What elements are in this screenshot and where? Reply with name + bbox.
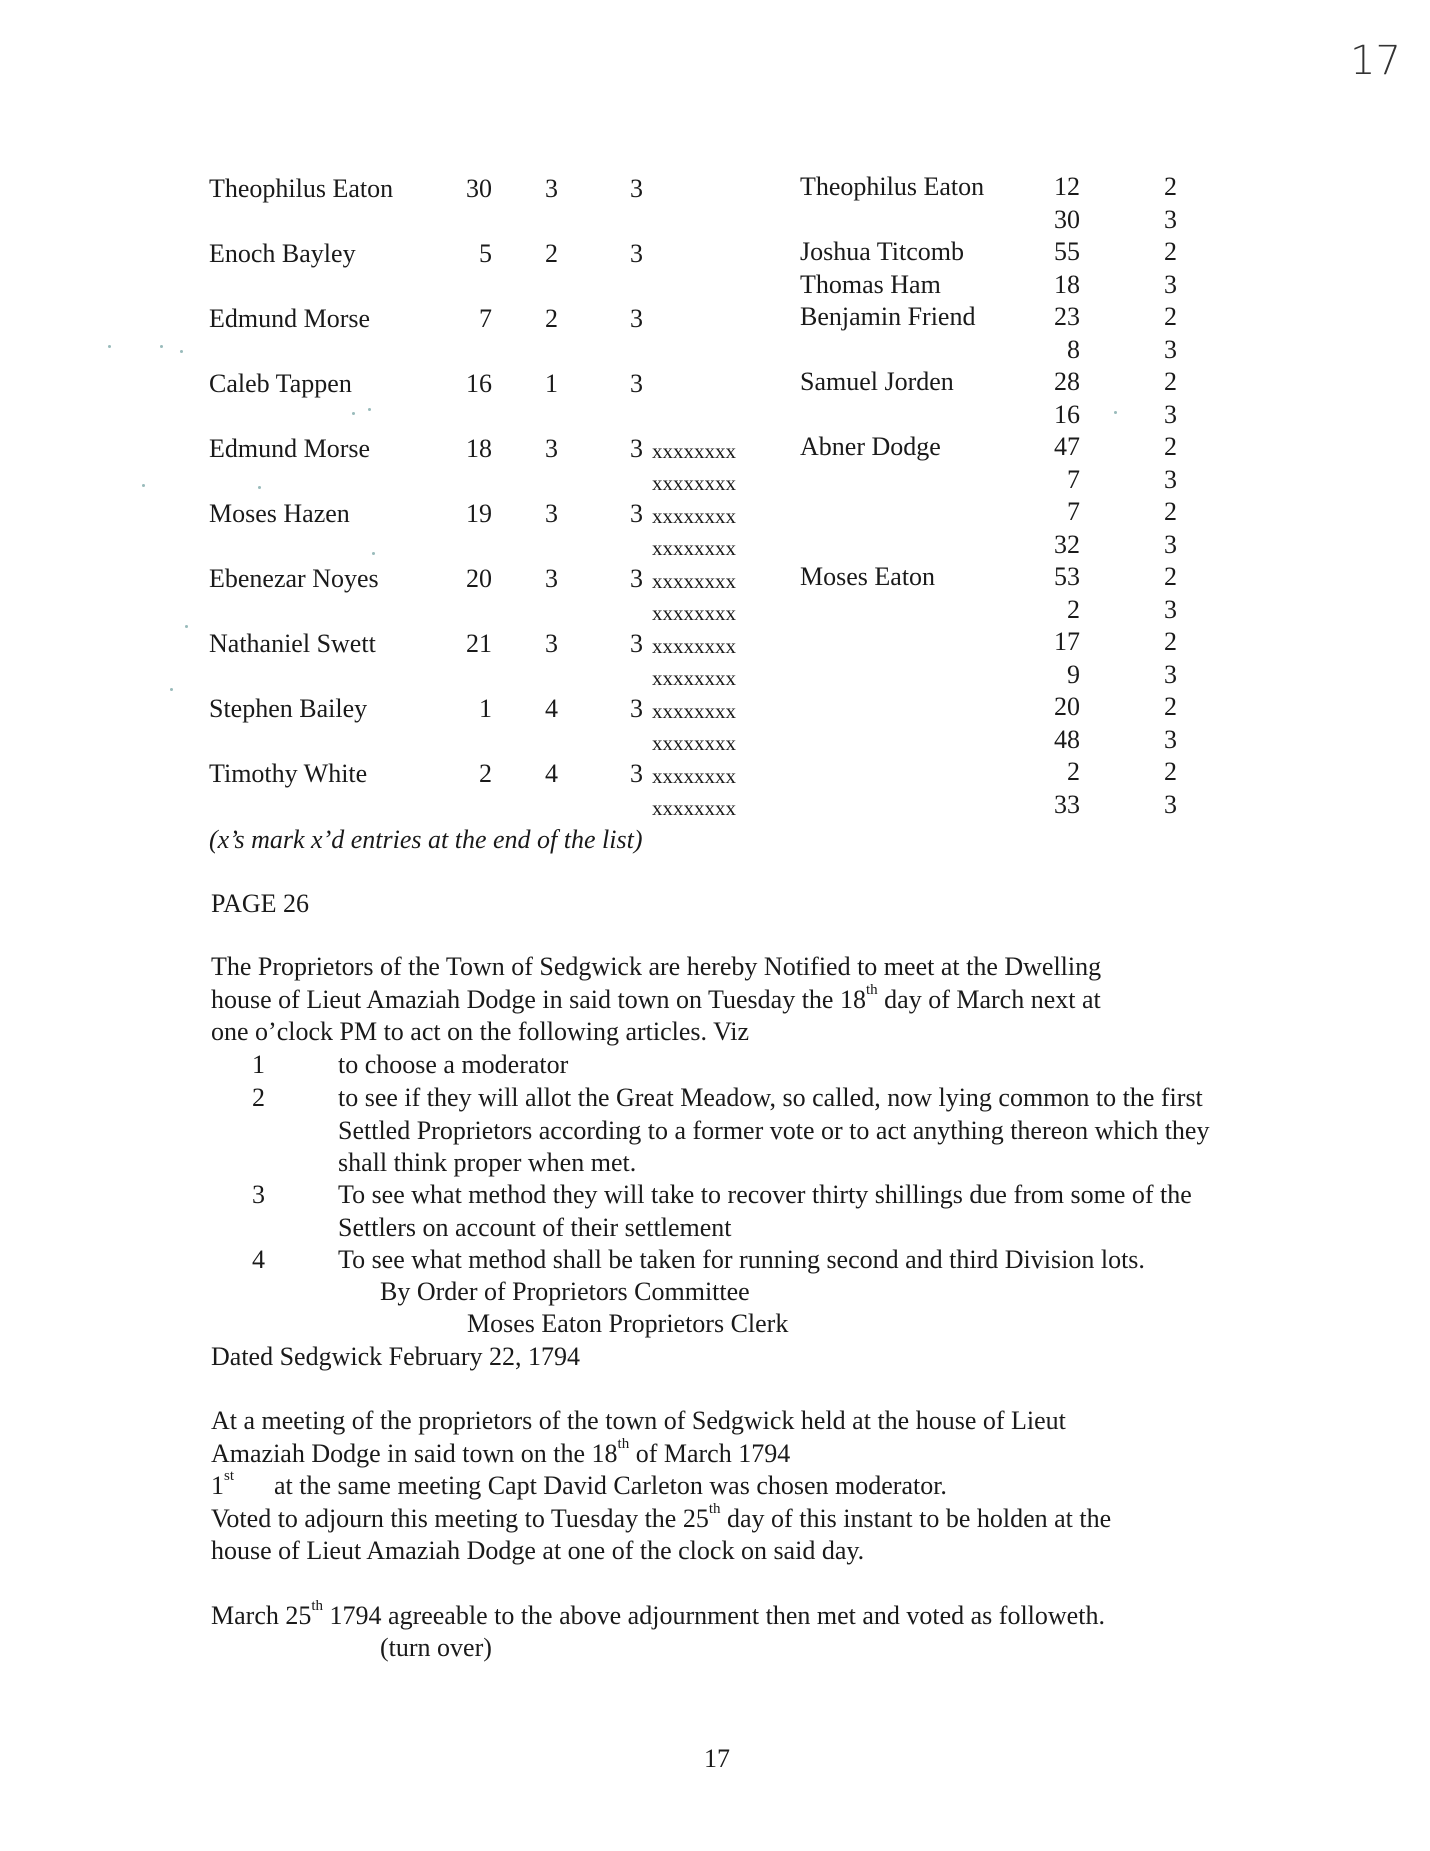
entry-division: 3 <box>1164 270 1177 299</box>
entry-lot: 21 <box>466 629 492 658</box>
article-text: To see what method they will take to recover thirty shillings due from some of the Settlers on account of their settlement <box>338 1180 1192 1242</box>
entry-division: 3 <box>630 629 643 658</box>
entry-range: 1 <box>545 369 558 398</box>
struck-mark: xxxxxxxx <box>652 569 736 593</box>
entry-range: 2 <box>545 239 558 268</box>
entry-lot: 16 <box>466 369 492 398</box>
scan-speck <box>185 625 188 628</box>
scan-speck <box>368 408 371 411</box>
entry-division: 3 <box>1164 660 1177 689</box>
entry-lot: 18 <box>1054 270 1080 299</box>
struck-mark: xxxxxxxx <box>652 796 736 820</box>
article-number: 1 <box>252 1050 265 1079</box>
handwritten-page-number: 17 <box>1350 38 1401 84</box>
entry-lot: 18 <box>466 434 492 463</box>
entry-lot: 55 <box>1054 237 1080 266</box>
article-text: to choose a moderator <box>338 1050 569 1079</box>
entry-division: 3 <box>630 304 643 333</box>
entry-lot: 47 <box>1054 432 1080 461</box>
entry-lot: 19 <box>466 499 492 528</box>
meeting-paragraph <box>211 1405 1231 1568</box>
entry-division: 3 <box>1164 335 1177 364</box>
meeting-line: 1st at the same meeting Capt David Carleton was chosen moderator. <box>211 1468 947 1500</box>
entry-division: 3 <box>1164 530 1177 559</box>
entry-lot: 2 <box>1067 757 1080 786</box>
entry-lot: 32 <box>1054 530 1080 559</box>
struck-mark: xxxxxxxx <box>652 601 736 625</box>
scan-speck <box>1114 411 1117 414</box>
entry-lot: 33 <box>1054 790 1080 819</box>
entry-lot: 7 <box>479 304 492 333</box>
entry-lot: 2 <box>1067 595 1080 624</box>
entry-lot: 53 <box>1054 562 1080 591</box>
entry-lot: 8 <box>1067 335 1080 364</box>
entry-name: Samuel Jorden <box>800 367 954 396</box>
committee-order: By Order of Proprietors Committee <box>380 1277 750 1306</box>
entry-lot: 17 <box>1054 627 1080 656</box>
entry-range: 4 <box>545 694 558 723</box>
article-number: 4 <box>252 1245 265 1274</box>
entry-name: Caleb Tappen <box>209 369 352 398</box>
entry-range: 2 <box>545 304 558 333</box>
struck-mark: xxxxxxxx <box>652 471 736 495</box>
entry-division: 2 <box>1164 302 1177 331</box>
entry-name: Benjamin Friend <box>800 302 976 331</box>
march-paragraph <box>211 1600 1231 1633</box>
entry-division: 2 <box>1164 757 1177 786</box>
scan-speck <box>160 345 163 348</box>
entry-name: Edmund Morse <box>209 434 371 463</box>
entry-name: Moses Hazen <box>209 499 350 528</box>
entry-lot: 16 <box>1054 400 1080 429</box>
entry-lot: 30 <box>1054 205 1080 234</box>
notice-line: house of Lieut Amaziah Dodge in said town on Tuesday the 18th day of March next at <box>211 981 1101 1014</box>
scan-speck <box>352 412 355 415</box>
entry-name: Nathaniel Swett <box>209 629 376 658</box>
entry-name: Ebenezar Noyes <box>209 564 379 593</box>
entry-name: Timothy White <box>209 759 368 788</box>
struck-mark: xxxxxxxx <box>652 699 736 723</box>
meeting-line: Voted to adjourn this meeting to Tuesday the 25th day of this instant to be holden at the <box>211 1500 1112 1533</box>
scan-speck <box>258 486 261 489</box>
article-number: 2 <box>252 1083 265 1112</box>
entry-range: 3 <box>545 499 558 528</box>
page-heading: PAGE 26 <box>211 889 310 918</box>
entry-division: 2 <box>1164 432 1177 461</box>
entry-name: Stephen Bailey <box>209 694 368 723</box>
entry-division: 2 <box>1164 692 1177 721</box>
entry-range: 3 <box>545 174 558 203</box>
entry-name: Thomas Ham <box>800 270 941 299</box>
struck-mark: xxxxxxxx <box>652 439 736 463</box>
entry-name: Enoch Bayley <box>209 239 356 268</box>
clerk-signature: Moses Eaton Proprietors Clerk <box>467 1309 789 1338</box>
entry-lot: 23 <box>1054 302 1080 331</box>
entry-name: Theophilus Eaton <box>209 174 394 203</box>
entry-division: 2 <box>1164 237 1177 266</box>
entry-lot: 7 <box>1067 465 1080 494</box>
entry-name: Abner Dodge <box>800 432 941 461</box>
entry-division: 3 <box>630 174 643 203</box>
dated-line: Dated Sedgwick February 22, 1794 <box>211 1342 580 1371</box>
entry-division: 3 <box>1164 790 1177 819</box>
entry-range: 4 <box>545 759 558 788</box>
march-line: March 25th 1794 agreeable to the above adjournment then met and voted as followeth. <box>211 1598 1105 1630</box>
entry-division: 3 <box>1164 205 1177 234</box>
struck-mark: xxxxxxxx <box>652 666 736 690</box>
entry-division: 3 <box>630 369 643 398</box>
notice-line: The Proprietors of the Town of Sedgwick are hereby Notified to meet at the Dwelling <box>211 952 1102 981</box>
entry-division: 3 <box>1164 465 1177 494</box>
entry-lot: 28 <box>1054 367 1080 396</box>
entry-name: Theophilus Eaton <box>800 172 985 201</box>
notice-paragraph <box>211 951 1231 1049</box>
entry-division: 3 <box>1164 595 1177 624</box>
article-text: to see if they will allot the Great Meadow, so called, now lying common to the first Settled Proprietors according to a former vote or to act anything thereon which they shall think proper when met. <box>338 1083 1210 1177</box>
entry-division: 3 <box>630 434 643 463</box>
entry-division: 2 <box>1164 497 1177 526</box>
entry-lot: 20 <box>466 564 492 593</box>
meeting-line: Amaziah Dodge in said town on the 18th of March 1794 <box>211 1435 791 1468</box>
entry-name: Joshua Titcomb <box>800 237 964 266</box>
struck-mark: xxxxxxxx <box>652 731 736 755</box>
entry-division: 3 <box>1164 725 1177 754</box>
struck-mark: xxxxxxxx <box>652 504 736 528</box>
article-text: To see what method shall be taken for running second and third Division lots. <box>338 1245 1145 1274</box>
entry-division: 3 <box>630 239 643 268</box>
entry-lot: 12 <box>1054 172 1080 201</box>
entry-lot: 9 <box>1067 660 1080 689</box>
turn-over-note: (turn over) <box>380 1633 492 1662</box>
notice-line: one o’clock PM to act on the following articles. Viz <box>211 1017 750 1046</box>
scan-speck <box>108 345 111 348</box>
table-note: (x’s mark x’d entries at the end of the list) <box>209 825 643 854</box>
entry-division: 3 <box>1164 400 1177 429</box>
entry-name: Moses Eaton <box>800 562 936 591</box>
entry-lot: 7 <box>1067 497 1080 526</box>
entry-range: 3 <box>545 434 558 463</box>
entry-division: 3 <box>630 499 643 528</box>
scan-speck <box>170 688 173 691</box>
struck-mark: xxxxxxxx <box>652 764 736 788</box>
footer-page-number: 17 <box>704 1744 730 1773</box>
entry-range: 3 <box>545 629 558 658</box>
entry-name: Edmund Morse <box>209 304 371 333</box>
entry-lot: 20 <box>1054 692 1080 721</box>
entry-lot: 2 <box>479 759 492 788</box>
entry-division: 2 <box>1164 627 1177 656</box>
entry-division: 3 <box>630 694 643 723</box>
entry-division: 3 <box>630 759 643 788</box>
entry-range: 3 <box>545 564 558 593</box>
entry-division: 2 <box>1164 172 1177 201</box>
entry-lot: 30 <box>466 174 492 203</box>
entry-lot: 48 <box>1054 725 1080 754</box>
entry-division: 2 <box>1164 562 1177 591</box>
entry-division: 3 <box>630 564 643 593</box>
scan-speck <box>180 350 183 353</box>
article-number: 3 <box>252 1180 265 1209</box>
struck-mark: xxxxxxxx <box>652 536 736 560</box>
struck-mark: xxxxxxxx <box>652 634 736 658</box>
entry-lot: 5 <box>479 239 492 268</box>
entry-lot: 1 <box>479 694 492 723</box>
entry-division: 2 <box>1164 367 1177 396</box>
scan-speck <box>142 484 145 487</box>
meeting-line: house of Lieut Amaziah Dodge at one of the clock on said day. <box>211 1536 865 1565</box>
meeting-line: At a meeting of the proprietors of the town of Sedgwick held at the house of Lieut <box>211 1406 1066 1435</box>
scan-speck <box>372 552 375 555</box>
